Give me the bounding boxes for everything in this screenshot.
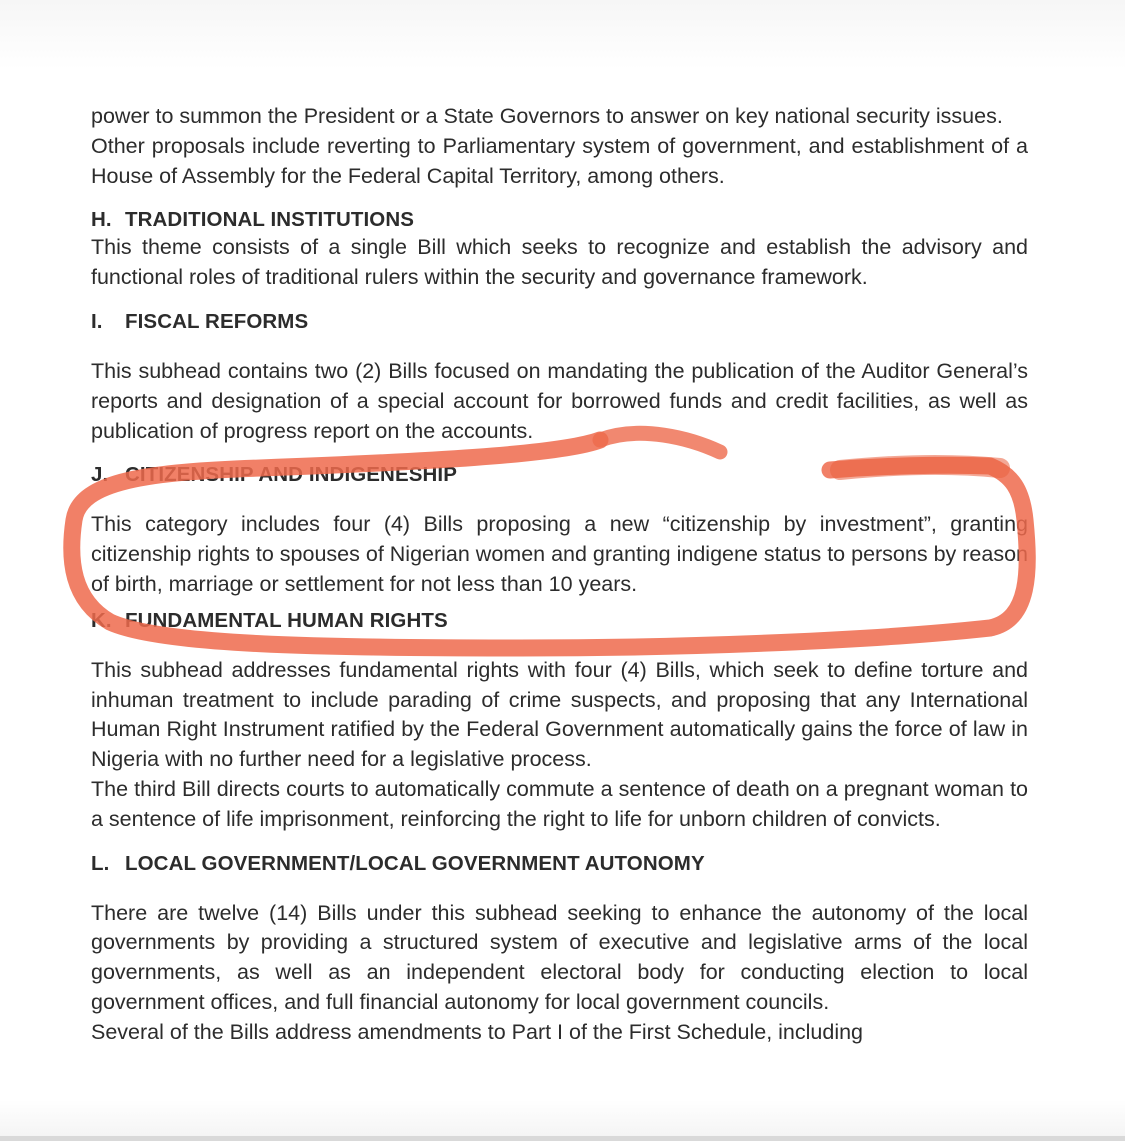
section-j-paragraph: This category includes four (4) Bills proposing a new “citizenship by investment”, granting citizenship rights to spouses of Nigerian women and granting indigene status to persons by reason of birth, marriage or settlement for not less than 10 years. [91, 512, 1028, 596]
section-title: CITIZENSHIP AND INDIGENESHIP [125, 463, 457, 487]
section-heading-i [91, 309, 1028, 335]
section-k-paragraph-2: The third Bill directs courts to automatically commute a sentence of death on a pregnant woman to a sentence of life imprisonment, reinforcing the right to life for unborn children of convicts. [91, 776, 1028, 831]
document-body [91, 102, 1028, 1048]
section-i-paragraph: This subhead contains two (2) Bills focused on mandating the publication of the Auditor General’s reports and designation of a special account for borrowed funds and credit facilities, as well as publication of progress report on the accounts. [91, 358, 1028, 443]
section-heading-h [91, 207, 1028, 233]
spacer [91, 335, 1028, 357]
section-letter: I. [91, 309, 103, 333]
intro-paragraph-1: power to summon the President or a State Governors to answer on key national security issues. [91, 104, 1003, 128]
intro-paragraph-2: Other proposals include reverting to Parliamentary system of government, and establishment of a House of Assembly for the Federal Capital Territory, among others. [91, 133, 1028, 188]
spacer [91, 634, 1028, 656]
section-heading-k [91, 608, 1028, 634]
spacer [91, 600, 1028, 608]
section-heading-j [91, 462, 1028, 488]
spacer [91, 446, 1028, 462]
section-title: TRADITIONAL INSTITUTIONS [125, 208, 415, 232]
section-l-paragraph-1: There are twelve (14) Bills under this subhead seeking to enhance the autonomy of the local governments by providing a structured system of executive and legislative arms of the local governments, as well as an independent electoral body for conducting election to local government offices, and full financial autonomy for local government councils. [91, 900, 1028, 1014]
spacer [91, 293, 1028, 309]
section-letter: J. [91, 463, 109, 487]
section-letter: K. [91, 608, 112, 632]
section-h-paragraph: This theme consists of a single Bill which seeks to recognize and establish the advisory and functional roles of traditional rulers within the security and governance framework. [91, 235, 1028, 290]
section-heading-l [91, 851, 1028, 877]
spacer [91, 488, 1028, 510]
section-l-paragraph-2: Several of the Bills address amendments to Part I of the First Schedule, including [91, 1019, 864, 1044]
page-bottom-edge [0, 1136, 1125, 1141]
section-letter: H. [91, 208, 112, 232]
spacer [91, 877, 1028, 899]
section-letter: L. [91, 851, 110, 875]
spacer [91, 835, 1028, 851]
section-title: LOCAL GOVERNMENT/LOCAL GOVERNMENT AUTONOMY [125, 851, 705, 875]
section-k-paragraph-1: This subhead addresses fundamental rights with four (4) Bills, which seek to define torture and inhuman treatment to include parading of crime suspects, and proposing that any International Human Right Instrument ratified by the Federal Government automatically gains the force of law in Nigeria with no further need for a legislative process. [91, 657, 1028, 772]
spacer [91, 191, 1028, 207]
section-title: FISCAL REFORMS [125, 309, 309, 333]
section-title: FUNDAMENTAL HUMAN RIGHTS [125, 608, 448, 632]
